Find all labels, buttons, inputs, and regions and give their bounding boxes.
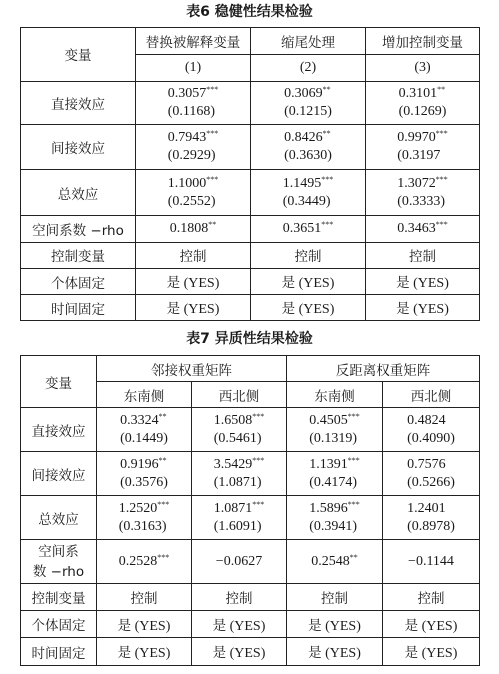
table-row — [21, 611, 480, 638]
row-label-control: 控制变量 — [21, 584, 97, 611]
table-row — [21, 81, 480, 124]
coef: 0.7943 — [167, 130, 207, 146]
table-cell — [136, 81, 251, 124]
table7-subcol-northwest: 西北侧 — [383, 382, 480, 408]
coef: 0.3069 — [284, 85, 323, 101]
coef: −0.1144 — [408, 553, 454, 569]
significance-stars: *** — [206, 129, 219, 139]
coef: 0.2548 — [311, 553, 350, 569]
coef: 1.1495 — [282, 175, 322, 191]
significance-stars: ** — [208, 219, 217, 229]
coef: 0.9196 — [120, 456, 159, 472]
table7-var-header: 变量 — [21, 356, 97, 408]
table-cell — [251, 81, 366, 124]
std-error: (0.1269) — [398, 103, 447, 119]
table7-group-inverse-distance: 反距离权重矩阵 — [287, 356, 480, 382]
table-cell — [97, 452, 192, 496]
table-row — [21, 452, 480, 496]
table6-caption: 表6 稳健性结果检验 — [186, 4, 313, 20]
table-cell: 是 (YES) — [136, 295, 251, 321]
coef: 0.7576 — [407, 456, 446, 472]
table-cell — [251, 124, 366, 169]
table-cell: 控制 — [97, 584, 192, 611]
std-error: (0.8978) — [407, 518, 455, 534]
coef: 1.0871 — [213, 500, 253, 516]
table-cell: 是 (YES) — [251, 269, 366, 295]
table7-subcol-southeast: 东南侧 — [97, 382, 192, 408]
std-error: (0.3163) — [118, 518, 167, 534]
row-label-control: 控制变量 — [21, 242, 136, 269]
significance-stars: *** — [252, 499, 265, 509]
table-cell — [383, 452, 480, 496]
table-cell — [192, 496, 287, 540]
table-cell — [287, 452, 383, 496]
table6-col2-num: (2) — [251, 54, 366, 81]
row-label-direct: 直接效应 — [21, 408, 97, 452]
std-error: (0.4174) — [309, 474, 358, 490]
std-error: (0.1449) — [120, 430, 168, 446]
coef: 0.3057 — [167, 85, 207, 101]
coef: 0.1808 — [169, 220, 209, 236]
std-error: (0.3576) — [120, 474, 168, 490]
coef: −0.0627 — [215, 553, 263, 569]
coef: 0.3651 — [282, 220, 322, 236]
std-error: (1.6091) — [213, 518, 262, 534]
table-row — [21, 540, 480, 584]
table-cell — [287, 496, 383, 540]
significance-stars: *** — [347, 411, 360, 421]
table6-col1-header: 替换被解释变量 — [136, 28, 251, 55]
coef: 0.4505 — [309, 412, 348, 428]
coef: 1.1000 — [167, 175, 207, 191]
coef: 1.5896 — [309, 500, 348, 516]
significance-stars: *** — [347, 455, 360, 465]
table-cell: 控制 — [383, 584, 480, 611]
table-cell — [136, 124, 251, 169]
row-label-rho: 空间系 数 −rho — [21, 540, 97, 584]
table-cell: 是 (YES) — [192, 638, 287, 666]
significance-stars: ** — [322, 84, 331, 94]
table-row — [21, 584, 480, 611]
table-cell — [97, 496, 192, 540]
std-error: (0.4090) — [407, 430, 455, 446]
table-cell: 是 (YES) — [251, 295, 366, 321]
std-error: (0.2929) — [167, 148, 216, 164]
coef: 0.8426 — [284, 130, 323, 146]
std-error: (1.0871) — [213, 474, 262, 490]
table-cell: 是 (YES) — [97, 611, 192, 638]
significance-stars: ** — [158, 455, 167, 465]
std-error: (0.3941) — [309, 518, 358, 534]
table-row — [21, 269, 480, 295]
row-label-indiv-fixed: 个体固定 — [21, 611, 97, 638]
table7-subcol-northwest: 西北侧 — [192, 382, 287, 408]
table-row — [21, 295, 480, 321]
coef: 0.3463 — [397, 220, 436, 236]
significance-stars: ** — [349, 552, 358, 562]
coef: 0.9970 — [397, 130, 436, 146]
table-cell: 控制 — [192, 584, 287, 611]
table-row — [21, 496, 480, 540]
table-row — [21, 242, 480, 269]
coef: 0.3324 — [120, 412, 159, 428]
table-cell: 是 (YES) — [192, 611, 287, 638]
table-row — [21, 170, 480, 215]
significance-stars: ** — [322, 129, 331, 139]
coef: 1.6508 — [213, 412, 253, 428]
table-cell — [192, 540, 287, 584]
table-cell: 是 (YES) — [287, 611, 383, 638]
table7-group-contiguity: 邻接权重矩阵 — [97, 356, 287, 382]
std-error: (0.3333) — [397, 193, 446, 209]
coef: 1.3072 — [397, 175, 436, 191]
table-cell — [97, 540, 192, 584]
row-label-time-fixed: 时间固定 — [21, 295, 136, 321]
table-cell — [251, 215, 366, 242]
significance-stars: *** — [347, 499, 360, 509]
table-cell: 控制 — [287, 584, 383, 611]
row-label-indiv-fixed: 个体固定 — [21, 269, 136, 295]
table-cell — [366, 81, 480, 124]
table7-subcol-southeast: 东南侧 — [287, 382, 383, 408]
table-cell: 是 (YES) — [366, 269, 480, 295]
table-cell — [251, 170, 366, 215]
std-error: (0.5461) — [213, 430, 262, 446]
table-cell: 是 (YES) — [97, 638, 192, 666]
table-cell: 控制 — [136, 242, 251, 269]
row-label-total: 总效应 — [21, 170, 136, 215]
coef: 1.1391 — [309, 456, 348, 472]
significance-stars: *** — [252, 411, 265, 421]
table-cell — [192, 408, 287, 452]
std-error: (0.1319) — [309, 430, 358, 446]
table6-var-header: 变量 — [21, 28, 136, 82]
table-cell — [366, 215, 480, 242]
significance-stars: *** — [252, 455, 265, 465]
significance-stars: ** — [437, 84, 446, 94]
significance-stars: ** — [158, 411, 167, 421]
table-cell — [136, 215, 251, 242]
table-cell — [97, 408, 192, 452]
coef: 0.2528 — [118, 553, 158, 569]
significance-stars: *** — [321, 219, 334, 229]
row-label-time-fixed: 时间固定 — [21, 638, 97, 666]
table-row — [21, 215, 480, 242]
table-cell — [383, 408, 480, 452]
coef: 1.2401 — [407, 500, 446, 516]
table-cell — [287, 408, 383, 452]
table-row — [21, 408, 480, 452]
table-cell: 是 (YES) — [366, 295, 480, 321]
std-error: (0.5266) — [407, 474, 455, 490]
table-cell: 是 (YES) — [136, 269, 251, 295]
table-cell — [366, 170, 480, 215]
row-label-rho: 空间系数 −rho — [21, 215, 136, 242]
significance-stars: *** — [206, 174, 219, 184]
significance-stars: *** — [206, 84, 219, 94]
significance-stars: *** — [435, 174, 448, 184]
table6-col3-num: (3) — [366, 54, 480, 81]
coef: 0.4824 — [407, 412, 446, 428]
std-error: (0.2552) — [167, 193, 216, 209]
table-cell — [192, 452, 287, 496]
significance-stars: *** — [321, 174, 334, 184]
std-error: (0.3197 — [397, 148, 441, 164]
table-row — [21, 124, 480, 169]
table6 — [20, 27, 480, 321]
significance-stars: *** — [157, 499, 170, 509]
table-cell — [366, 124, 480, 169]
table6-col3-header: 增加控制变量 — [366, 28, 480, 55]
significance-stars: *** — [435, 129, 448, 139]
table-cell — [287, 540, 383, 584]
table6-col1-num: (1) — [136, 54, 251, 81]
significance-stars: *** — [435, 219, 448, 229]
table-cell — [383, 540, 480, 584]
table-cell: 是 (YES) — [383, 611, 480, 638]
std-error: (0.1215) — [284, 103, 332, 119]
table7-caption: 表7 异质性结果检验 — [186, 331, 313, 347]
coef: 1.2520 — [118, 500, 158, 516]
std-error: (0.1168) — [167, 103, 216, 119]
std-error: (0.3630) — [284, 148, 332, 164]
table7 — [20, 355, 480, 666]
table-cell — [136, 170, 251, 215]
row-label-indirect: 间接效应 — [21, 124, 136, 169]
row-label-total: 总效应 — [21, 496, 97, 540]
coef: 0.3101 — [398, 85, 438, 101]
table-cell: 是 (YES) — [287, 638, 383, 666]
table-cell: 控制 — [251, 242, 366, 269]
table-cell — [383, 496, 480, 540]
table-row — [21, 638, 480, 666]
row-label-indirect: 间接效应 — [21, 452, 97, 496]
table-cell: 控制 — [366, 242, 480, 269]
table-cell: 是 (YES) — [383, 638, 480, 666]
std-error: (0.3449) — [282, 193, 331, 209]
row-label-direct: 直接效应 — [21, 81, 136, 124]
coef: 3.5429 — [213, 456, 253, 472]
significance-stars: *** — [157, 552, 170, 562]
table6-col2-header: 缩尾处理 — [251, 28, 366, 55]
